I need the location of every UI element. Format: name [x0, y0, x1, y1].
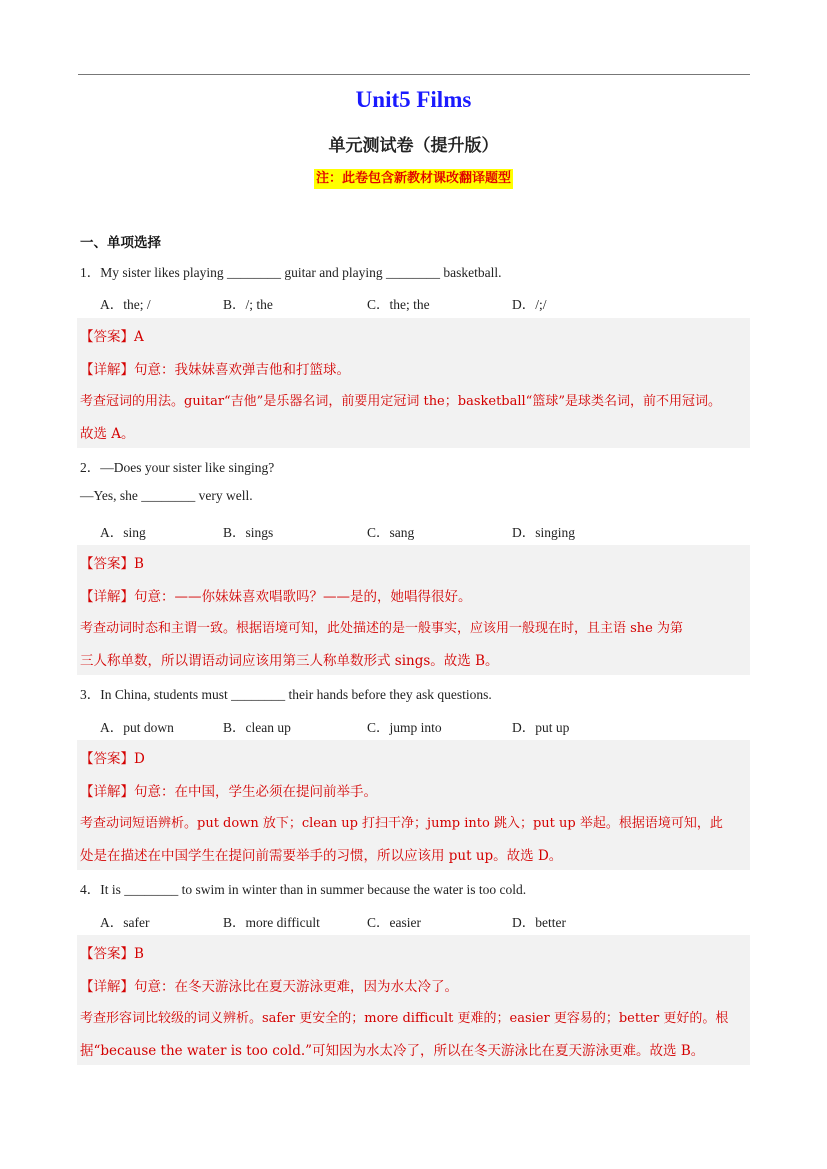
question-2-answer-block	[77, 545, 750, 675]
question-4-option-b: B．more difficult	[223, 915, 320, 930]
question-1-explain-2: 考查冠词的用法。guitar“吉他”是乐器名词，前要用定冠词 the；basketball“篮球”是球类名词，前不用冠词。	[80, 394, 721, 409]
question-4-stem: 4．It is ________ to swim in winter than in summer because the water is too cold.	[80, 882, 527, 897]
question-4-option-c: C．easier	[367, 915, 421, 930]
question-3-explain-3: 处是在描述在中国学生在提问前需要举手的习惯，所以应该用 put up。故选 D。	[80, 848, 563, 864]
question-1-option-a: A．the; /	[100, 297, 151, 312]
question-3-option-a: A．put down	[100, 720, 174, 735]
question-1-stem: 1．My sister likes playing ________ guitar and playing ________ basketball.	[80, 265, 502, 280]
question-1-explain-3: 故选 A。	[80, 426, 135, 442]
question-1-option-d: D．/;/	[512, 297, 547, 312]
question-1-answer: 【答案】A	[80, 329, 144, 345]
question-2-option-c: C．sang	[367, 525, 415, 540]
question-3-option-b: B．clean up	[223, 720, 291, 735]
question-3-option-d: D．put up	[512, 720, 570, 735]
section-heading: 一、单项选择	[80, 235, 161, 251]
note-wrapper	[0, 167, 827, 189]
page-title: Unit5 Films	[355, 87, 472, 112]
question-3-explain-2: 考查动词短语辨析。put down 放下；clean up 打扫干净；jump into 跳入；put up 举起。根据语境可知，此	[80, 816, 723, 831]
question-1-explain-1: 【详解】句意：我妹妹喜欢弹吉他和打篮球。	[80, 362, 350, 378]
question-2-option-d: D．singing	[512, 525, 576, 540]
question-2-stem-reply: —Yes, she ________ very well.	[80, 488, 253, 503]
question-3-answer-block	[77, 740, 750, 870]
question-1-answer-block	[77, 318, 750, 448]
header-rule	[78, 74, 750, 75]
question-2-explain-3: 三人称单数，所以谓语动词应该用第三人称单数形式 sings。故选 B。	[80, 653, 499, 669]
question-4-option-a: A．safer	[100, 915, 150, 930]
question-2-option-a: A．sing	[100, 525, 146, 540]
question-3-option-c: C．jump into	[367, 720, 442, 735]
question-2-stem: 2．—Does your sister like singing?	[80, 460, 275, 475]
question-2-answer: 【答案】B	[80, 556, 144, 572]
question-4-explain-1: 【详解】句意：在冬天游泳比在夏天游泳更难，因为水太冷了。	[80, 979, 458, 995]
page-subtitle: 单元测试卷（提升版）	[328, 136, 499, 156]
question-3-answer: 【答案】D	[80, 751, 145, 767]
question-1-option-b: B．/; the	[223, 297, 273, 312]
question-2-option-b: B．sings	[223, 525, 274, 540]
question-2-explain-2: 考查动词时态和主谓一致。根据语境可知，此处描述的是一般事实，应该用一般现在时，且主语 she 为第	[80, 621, 684, 636]
question-4-answer-block	[77, 935, 750, 1065]
question-4-option-d: D．better	[512, 915, 566, 930]
highlight-note: 注：此卷包含新教材课改翻译题型	[314, 169, 513, 189]
question-2-explain-1: 【详解】句意：——你妹妹喜欢唱歌吗？——是的，她唱得很好。	[80, 589, 472, 605]
question-4-explain-3: 据“because the water is too cold.”可知因为水太冷了，所以在冬天游泳比在夏天游泳更难。故选 B。	[80, 1043, 705, 1059]
question-3-stem: 3．In China, students must ________ their hands before they ask questions.	[80, 687, 492, 702]
question-4-explain-2: 考查形容词比较级的词义辨析。safer 更安全的；more difficult 更难的；easier 更容易的；better 更好的。根	[80, 1011, 729, 1026]
question-4-answer: 【答案】B	[80, 946, 144, 962]
question-3-explain-1: 【详解】句意：在中国，学生必须在提问前举手。	[80, 784, 377, 800]
question-1-option-c: C．the; the	[367, 297, 430, 312]
